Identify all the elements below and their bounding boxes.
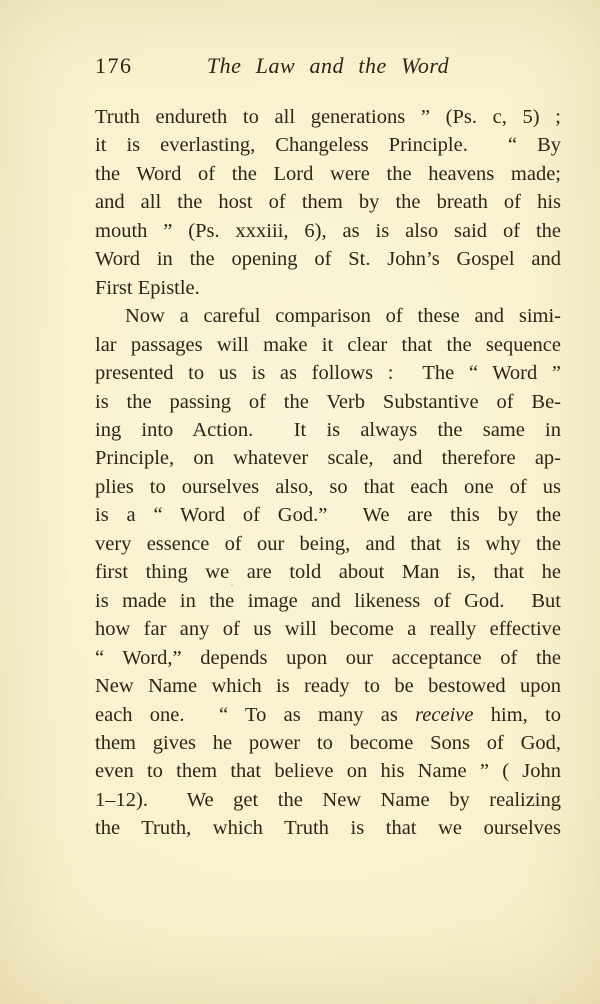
text-line — [95, 274, 561, 302]
text-segment: 1–12). We get the New Name by realizing — [95, 788, 561, 811]
text-segment: even to them that believe on his Name ” ( John — [95, 760, 561, 783]
text-line — [95, 587, 561, 615]
text-line — [95, 558, 561, 586]
text-line — [95, 359, 561, 387]
text-line — [95, 131, 561, 159]
text-line — [95, 444, 561, 472]
text-segment: ing into Action. It is always the same in — [95, 418, 561, 441]
text-line — [95, 160, 561, 188]
text-line — [95, 672, 561, 700]
page-header — [95, 50, 561, 82]
text-segment: Now a careful comparison of these and simi- — [125, 305, 561, 328]
text-segment: the Word of the Lord were the heavens made; — [95, 162, 561, 185]
text-line — [95, 388, 561, 416]
text-segment: First Epistle. — [95, 276, 200, 299]
text-line — [95, 302, 561, 330]
text-line — [95, 701, 561, 729]
text-line — [95, 473, 561, 501]
text-segment: Word in the opening of St. John’s Gospel and — [95, 248, 561, 271]
text-segment: how far any of us will become a really effective — [95, 618, 561, 641]
text-line — [95, 757, 561, 785]
paragraph — [95, 302, 561, 843]
text-segment: them gives he power to become Sons of God, — [95, 731, 561, 754]
text-line — [95, 814, 561, 842]
text-segment: mouth ” (Ps. xxxiii, 6), as is also said of the — [95, 219, 561, 242]
text-line — [95, 786, 561, 814]
text-line — [95, 217, 561, 245]
text-line — [95, 103, 561, 131]
text-segment: plies to ourselves also, so that each one of us — [95, 475, 561, 498]
text-segment: “ Word,” depends upon our acceptance of the — [95, 646, 561, 669]
text-segment: the Truth, which Truth is that we ourselves — [95, 817, 561, 840]
text-line — [95, 644, 561, 672]
text-line — [95, 245, 561, 273]
text-segment: him, to — [473, 703, 561, 726]
text-segment: very essence of our being, and that is why the — [95, 532, 561, 555]
text-line — [95, 188, 561, 216]
text-segment: New Name which is ready to be bestowed upon — [95, 675, 561, 698]
text-line — [95, 416, 561, 444]
text-segment: is made in the image and likeness of God. But — [95, 589, 561, 612]
text-segment: and all the host of them by the breath of his — [95, 191, 561, 214]
paragraph — [95, 103, 561, 302]
text-line — [95, 331, 561, 359]
text-segment: each one. “ To as many as — [95, 703, 416, 726]
text-segment: is a “ Word of God.” We are this by the — [95, 504, 561, 527]
text-column — [95, 50, 561, 843]
text-segment: it is everlasting, Changeless Principle. “ By — [95, 134, 561, 157]
italic-text-segment: receive — [415, 703, 474, 726]
text-line — [95, 530, 561, 558]
running-title: The Law and the Word — [206, 53, 450, 78]
text-segment: presented to us is as follows : The “ Word ” — [95, 362, 561, 385]
text-segment: Principle, on whatever scale, and therefore ap- — [95, 447, 561, 470]
page-number: 176 — [95, 53, 133, 78]
text-segment: Truth endureth to all generations ” (Ps. c, 5) ; — [95, 106, 561, 128]
text-line — [95, 615, 561, 643]
text-line — [95, 501, 561, 529]
text-line — [95, 729, 561, 757]
text-segment: first thing we are told about Man is, that he — [95, 561, 561, 584]
text-segment: is the passing of the Verb Substantive of Be- — [95, 390, 561, 413]
page-body — [95, 103, 561, 843]
text-segment: lar passages will make it clear that the sequence — [95, 333, 561, 356]
